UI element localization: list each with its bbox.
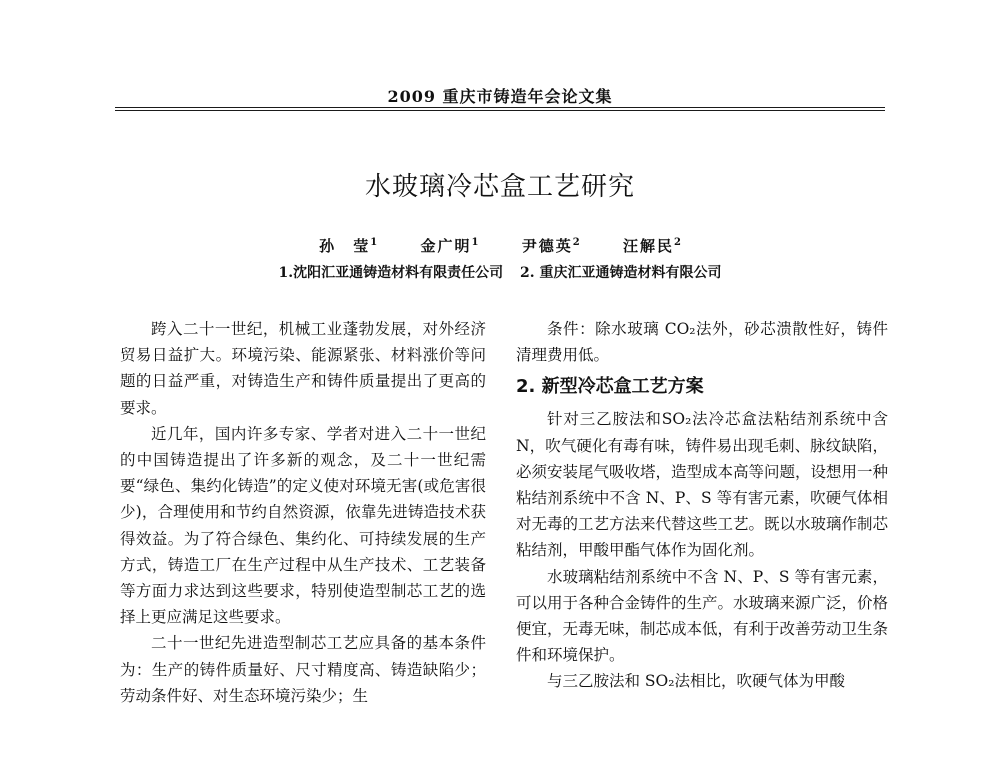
running-header: 2009 重庆市铸造年会论文集 bbox=[387, 87, 613, 106]
continuation-paragraph: 条件：除水玻璃 CO₂法外，砂芯溃散性好，铸件清理费用低。 bbox=[516, 320, 888, 365]
affiliation-list bbox=[0, 262, 1000, 282]
header-rule-thin bbox=[115, 110, 885, 111]
author: 孙 莹$^1$ bbox=[319, 237, 378, 255]
author: 金广明$^1$ bbox=[420, 237, 479, 255]
body-paragraph: 近几年，国内许多专家、学者对进入二十一世纪的中国铸造提出了许多新的观念，及二十一世纪需要“绿色、集约化铸造”的定义使对环境无害(或危害很少)，合理使用和节约自然资源，依靠先进铸造技术获得效益。为了符合绿色、集约化、可持续发展的生产方式，铸造工厂在生产过程中从生产技术、工艺装备等方面力求达到这些要求，特别使造型制芯工艺的选择上更应满足这些要求。 bbox=[120, 424, 486, 627]
right-column bbox=[516, 316, 888, 695]
section-heading: 2. 新型冷芯盒工艺方案 bbox=[516, 376, 704, 398]
body-paragraph: 水玻璃粘结剂系统中不含 N、P、S 等有害元素，可以用于各种合金铸件的生产。水玻璃来源广泛，价格便宜，无毒无味，制芯成本低，有利于改善劳动卫生条件和环境保护。 bbox=[516, 567, 889, 665]
body-paragraph: 针对三乙胺法和SO₂法冷芯盒法粘结剂系统中含 N，吹气硬化有毒有味，铸件易出现毛刺、脉纹缺陷，必须安装尾气吸收塔，造型成本高等问题，设想用一种粘结剂系统中不含 N、P、S 等有害元素，吹硬气体相对无毒的工艺方法来代替这些工艺。既以水玻璃作制芯粘结剂，甲酸甲酯气体作为固化剂。 bbox=[516, 410, 889, 560]
author-list bbox=[0, 235, 1000, 256]
author: 尹德英$^2$ bbox=[521, 237, 580, 255]
left-column bbox=[120, 316, 486, 709]
body-paragraph: 与三乙胺法和 SO₂法相比，吹硬气体为甲酸 bbox=[547, 672, 845, 691]
affiliation: 1.沈阳汇亚通铸造材料有限责任公司 bbox=[278, 265, 504, 281]
author: 汪解民$^2$ bbox=[622, 237, 681, 255]
body-paragraph: 跨入二十一世纪，机械工业蓬勃发展，对外经济贸易日益扩大。环境污染、能源紧张、材料涨价等问题的日益严重，对铸造生产和铸件质量提出了更高的要求。 bbox=[120, 320, 486, 417]
paper-title: 水玻璃冷芯盒工艺研究 bbox=[364, 172, 635, 202]
affiliation: 2. 重庆汇亚通铸造材料有限公司 bbox=[520, 265, 722, 281]
body-paragraph: 二十一世纪先进造型制芯工艺应具备的基本条件为：生产的铸件质量好、尺寸精度高、铸造缺陷少；劳动条件好、对生态环境污染少；生 bbox=[120, 634, 486, 705]
header-rule bbox=[115, 107, 885, 108]
